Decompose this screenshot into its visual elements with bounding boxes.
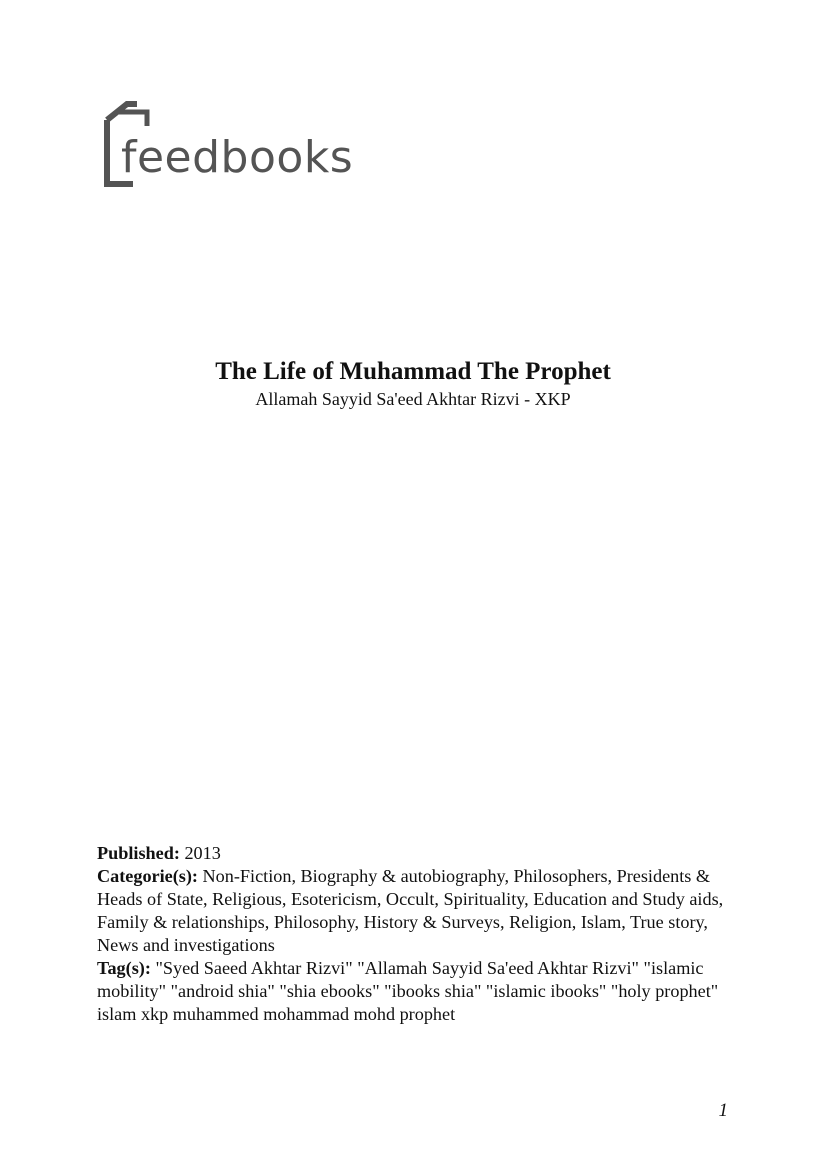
tags-value: "Syed Saeed Akhtar Rizvi" "Allamah Sayyid Sa'eed Akhtar Rizvi" "islamic mobility" "android shia" "shia ebooks" "ibooks shia" "islamic ibooks" "holy prophet" islam xkp muhammed mohammad mohd prophet	[97, 958, 719, 1024]
tags-label: Tag(s):	[97, 958, 151, 978]
feedbooks-logo	[103, 100, 363, 192]
tags-line	[97, 957, 737, 1026]
categories-line	[97, 865, 737, 957]
book-title: The Life of Muhammad The Prophet	[215, 358, 611, 385]
page-number: 1	[718, 1100, 728, 1121]
categories-label: Categorie(s):	[97, 866, 198, 886]
published-value: 2013	[179, 843, 221, 863]
categories-value: Non-Fiction, Biography & autobiography, Philosophers, Presidents & Heads of State, Religious, Esotericism, Occult, Spirituality, Education and Study aids, Family & relationships, Philosophy, History & Surveys, Religion, Islam, True story, News and investigations	[97, 866, 724, 955]
published-label: Published:	[97, 843, 180, 863]
book-author: Allamah Sayyid Sa'eed Akhtar Rizvi - XKP	[255, 389, 571, 409]
published-line	[97, 842, 737, 865]
book-metadata	[97, 842, 737, 1026]
logo-wordmark: feedbooks	[121, 132, 354, 183]
title-block	[0, 356, 826, 410]
